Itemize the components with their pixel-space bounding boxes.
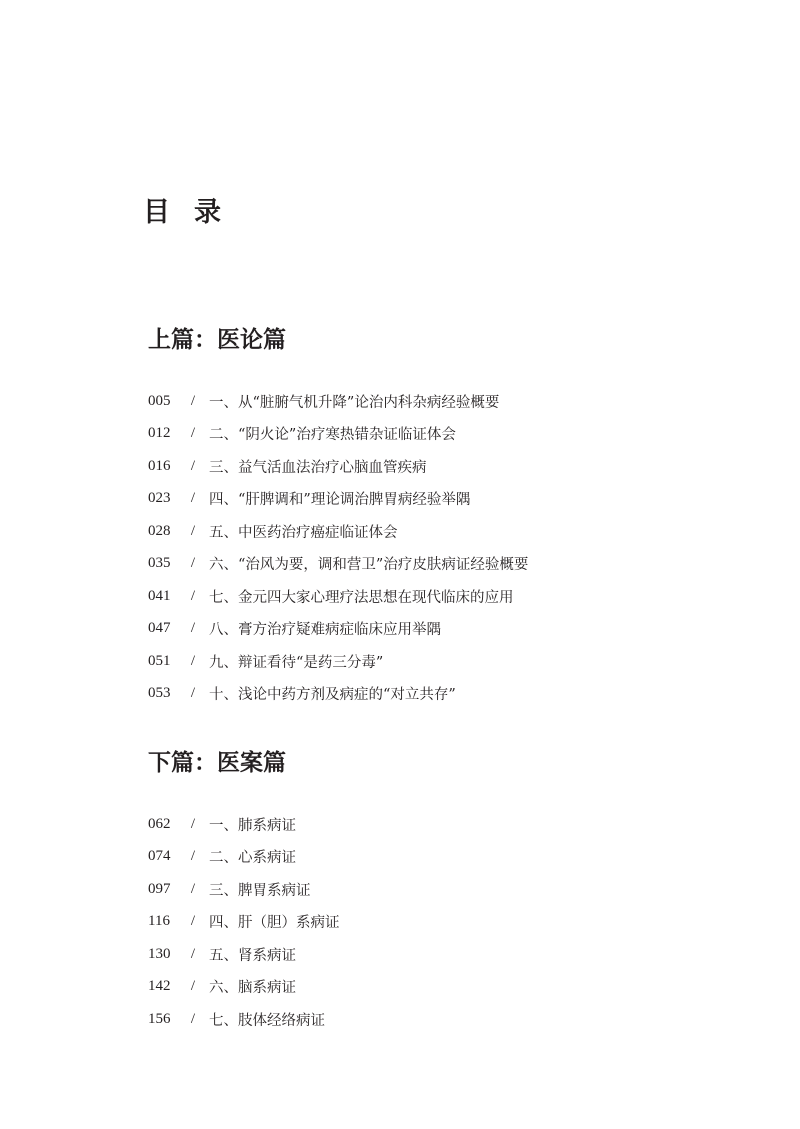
separator: / [190,392,196,409]
separator: / [190,587,196,604]
toc-entry[interactable] [148,678,528,711]
page-number: 041 [148,587,171,604]
entry-title: 十、浅论中药方剂及病症的“对立共存” [209,687,456,704]
page-number: 051 [148,652,171,669]
section-heading: 下篇：医案篇 [148,749,286,776]
toc-entry[interactable] [148,971,340,1004]
page-number: 016 [148,457,171,474]
separator: / [190,945,196,962]
entry-title: 六、脑系病证 [209,980,296,997]
separator: / [190,880,196,897]
page-number: 047 [148,620,171,637]
entry-title: 一、从“脏腑气机升降”论治内科杂病经验概要 [209,394,500,411]
entry-title: 二、心系病证 [209,850,296,867]
page-number: 035 [148,555,171,572]
toc-entry-list [148,385,528,710]
toc-entry[interactable] [148,418,528,451]
toc-entry-list [148,808,340,1036]
toc-entry[interactable] [148,515,528,548]
page-number: 023 [148,490,171,507]
entry-title: 三、益气活血法治疗心脑血管疾病 [209,459,427,476]
page-number: 116 [148,913,170,930]
entry-title: 三、脾胃系病证 [209,882,311,899]
entry-title: 五、中医药治疗癌症临证体会 [209,524,398,541]
separator: / [190,848,196,865]
page-number: 005 [148,392,171,409]
toc-entry[interactable] [148,1003,340,1036]
page-number: 142 [148,978,171,995]
page-number: 074 [148,848,171,865]
entry-title: 四、肝（胆）系病证 [209,915,340,932]
toc-entry[interactable] [148,938,340,971]
toc-entry[interactable] [148,450,528,483]
toc-entry[interactable] [148,580,528,613]
entry-title: 四、“肝脾调和”理论调治脾胃病经验举隅 [209,492,471,509]
separator: / [190,1010,196,1027]
page-number: 156 [148,1010,171,1027]
separator: / [190,425,196,442]
separator: / [190,652,196,669]
entry-title: 九、辩证看待“是药三分毒” [209,654,384,671]
toc-entry[interactable] [148,906,340,939]
toc-title: 目录 [143,197,245,228]
entry-title: 五、肾系病证 [209,947,296,964]
separator: / [190,685,196,702]
separator: / [190,978,196,995]
entry-title: 二、“阴火论”治疗寒热错杂证临证体会 [209,427,456,444]
toc-entry[interactable] [148,645,528,678]
entry-title: 八、膏方治疗疑难病症临床应用举隅 [209,622,441,639]
section-upper [148,322,528,710]
separator: / [190,620,196,637]
page-number: 130 [148,945,171,962]
toc-entry[interactable] [148,483,528,516]
toc-entry[interactable] [148,548,528,581]
page-number: 053 [148,685,171,702]
separator: / [190,490,196,507]
page-number: 028 [148,522,171,539]
separator: / [190,913,196,930]
toc-entry[interactable] [148,808,340,841]
entry-title: 七、肢体经络病证 [209,1012,325,1029]
separator: / [190,555,196,572]
page-number: 012 [148,425,171,442]
entry-title: 一、肺系病证 [209,817,296,834]
entry-title: 七、金元四大家心理疗法思想在现代临床的应用 [209,589,514,606]
section-lower [148,745,340,1036]
section-heading: 上篇：医论篇 [148,326,286,353]
toc-entry[interactable] [148,841,340,874]
page-number: 062 [148,815,171,832]
toc-entry[interactable] [148,613,528,646]
page-number: 097 [148,880,171,897]
separator: / [190,522,196,539]
separator: / [190,457,196,474]
toc-entry[interactable] [148,385,528,418]
toc-entry[interactable] [148,873,340,906]
entry-title: 六、“治风为要，调和营卫”治疗皮肤病证经验概要 [209,557,529,574]
separator: / [190,815,196,832]
